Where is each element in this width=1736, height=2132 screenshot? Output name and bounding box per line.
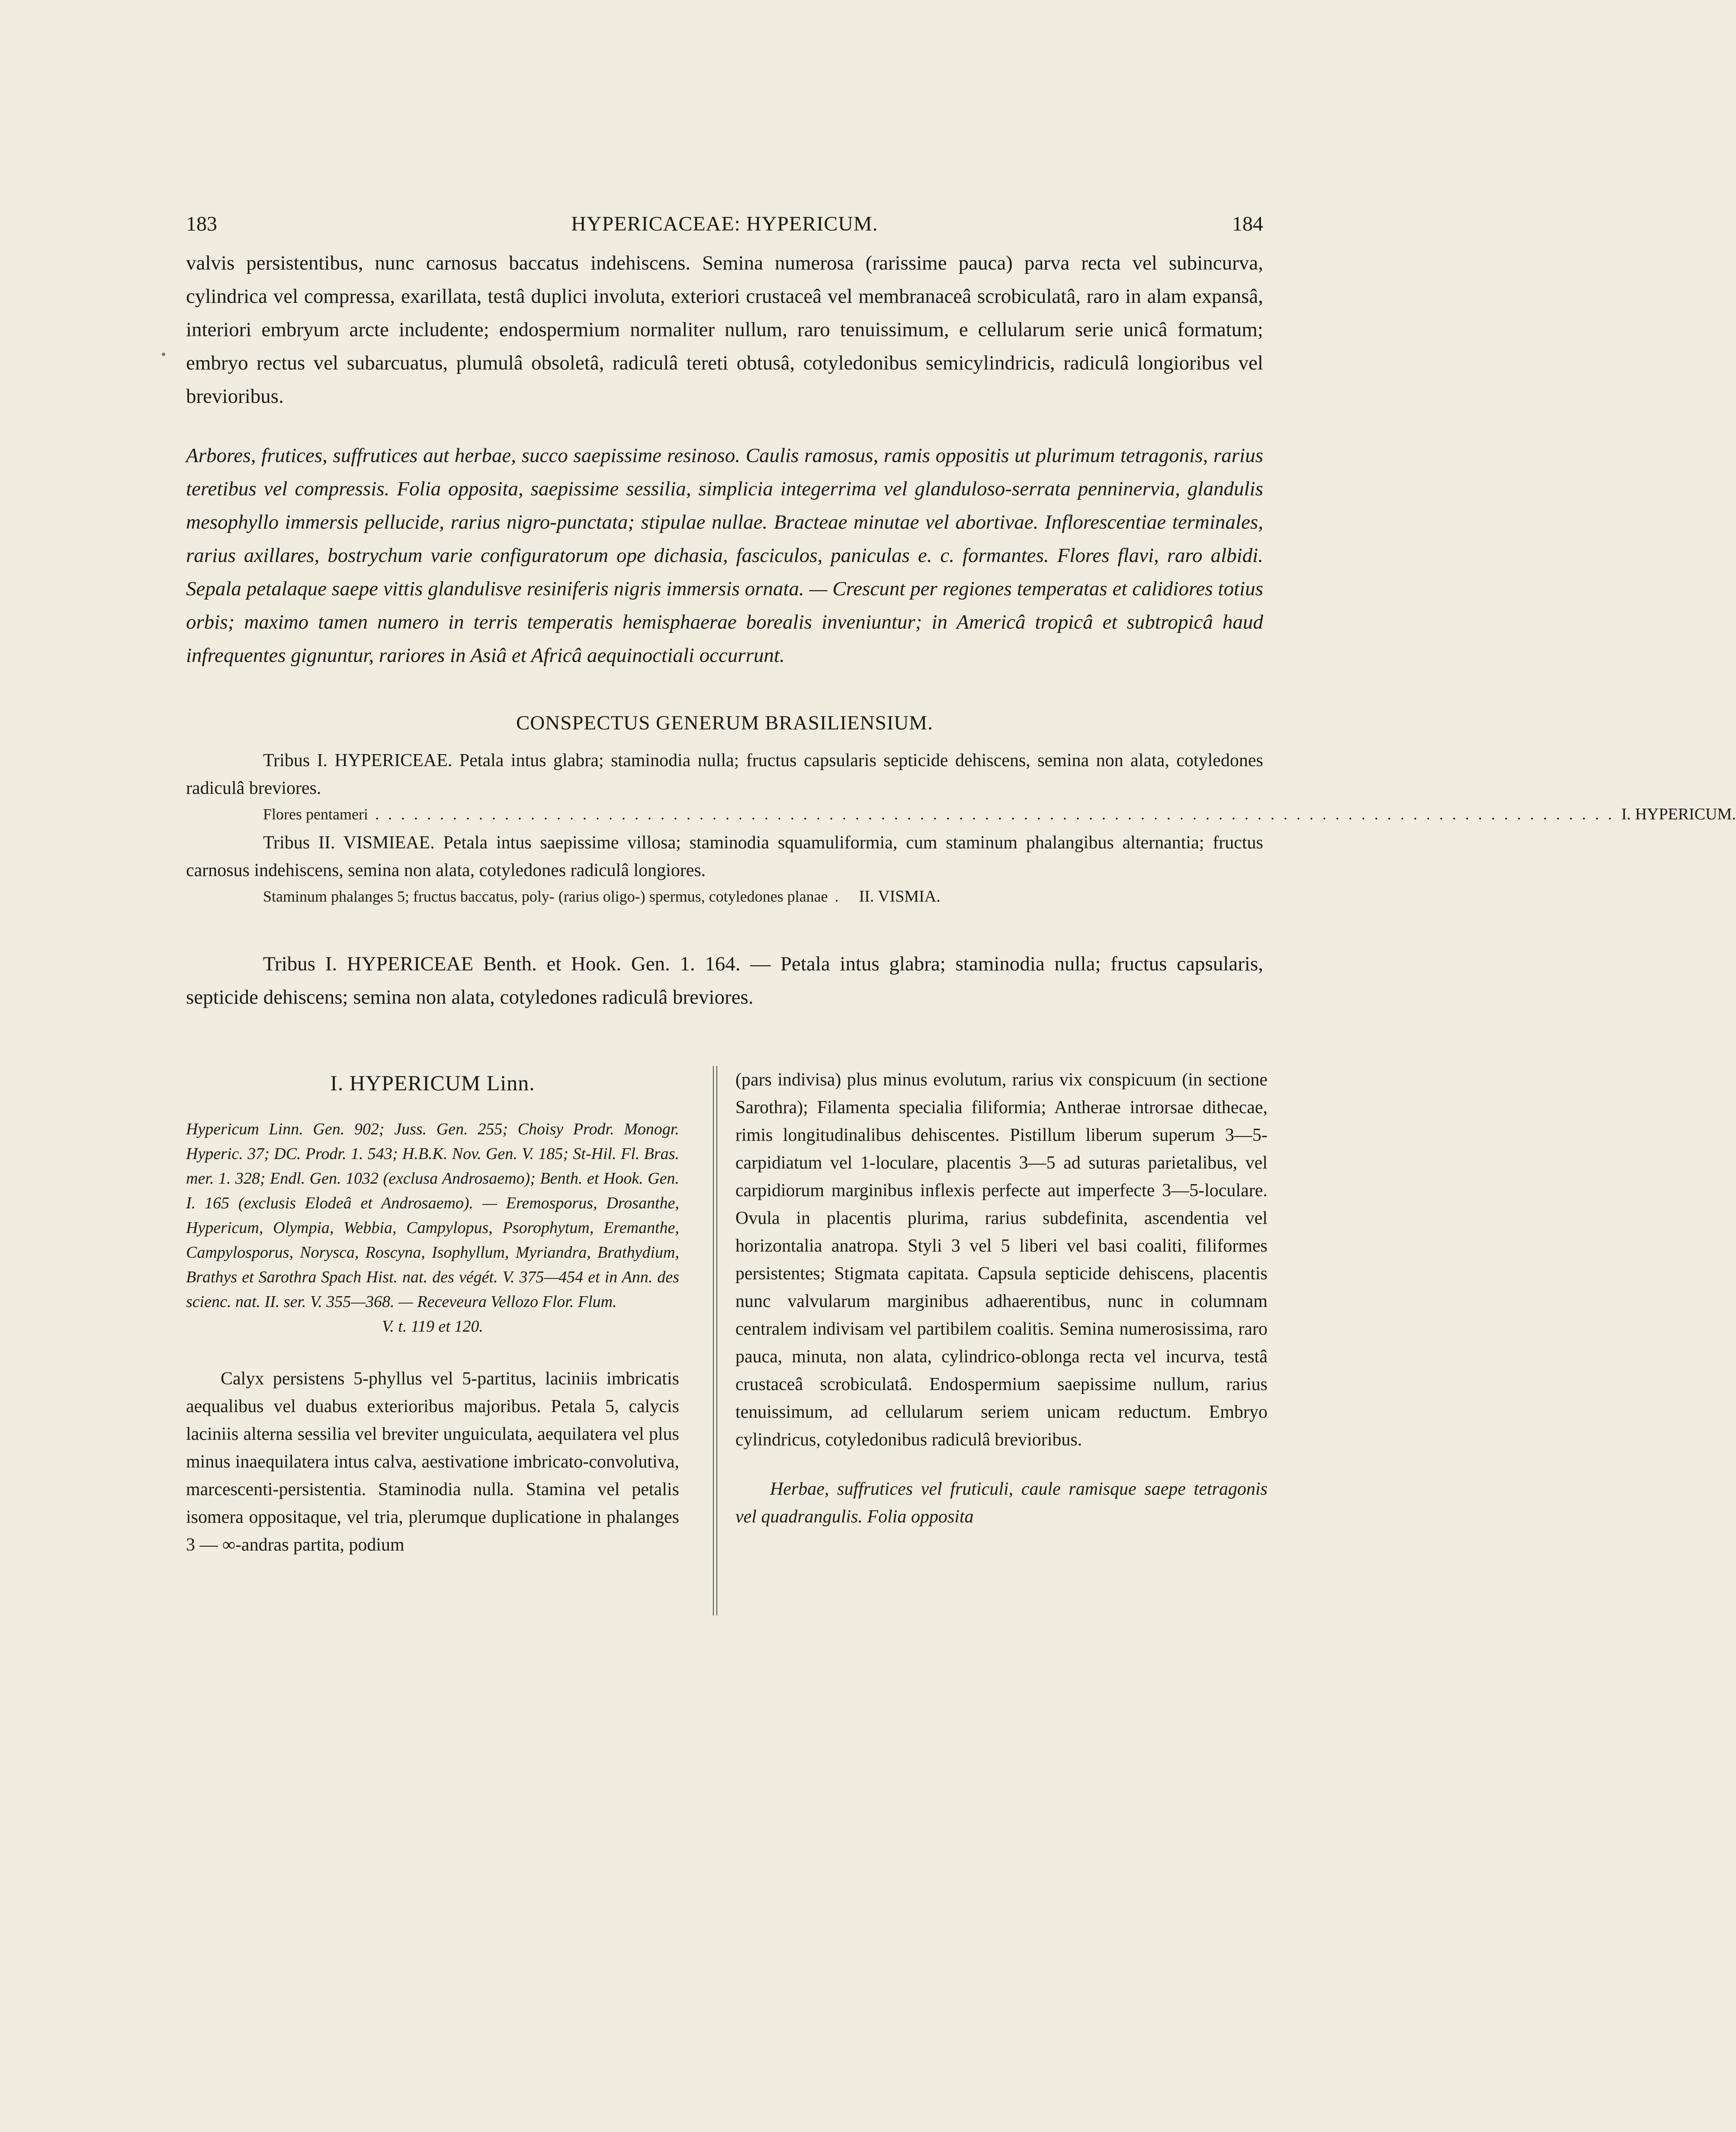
right-column: [735, 1066, 1268, 1531]
genus-synonymy: Hypericum Linn. Gen. 902; Juss. Gen. 255; Choisy Prodr. Monogr. Hyperic. 37; DC. Prodr. 1. 543; H.B.K. Nov. Gen. V. 185; St-Hil. Fl. Bras. mer. 1. 328; Endl. Gen. 1032 (exclusa Androsaemo); Benth. et Hook. Gen. I. 165 (exclusis Elodeâ et Androsaemo). — Eremosporus, Drosanthe, Hypericum, Olympia, Webbia, Campylopus, Psorophytum, Eremanthe, Campylosporus, Norysca, Roscyna, Isophyllum, Myriandra, Brathydium, Brathys et Sarothra Spach Hist. nat. des végét. V. 375—454 et in Ann. des scienc. nat. II. ser. V. 355—368. — Receveura Vellozo Flor. Flum.: [186, 1120, 679, 1311]
intro-paragraph: valvis persistentibus, nunc carnosus baccatus indehiscens. Semina numerosa (rarissime pauca) parva recta vel subincurva, cylindrica vel compressa, exarillata, testâ duplici involuta, exteriori crustaceâ vel membranaceâ scrobiculatâ, raro in alam expansâ, interiori embryum arcte includente; endospermium normaliter nullum, raro tenuissimum, e cellularum serie unicâ formatum; embryo rectus vel subarcuatus, plumulâ obsoletâ, radiculâ tereti obtusâ, cotyledonibus semicylindricis, radiculâ longioribus vel brevioribus.: [186, 252, 1263, 408]
tribe-1-genus: I. HYPERICUM.: [1621, 805, 1736, 823]
genus-description-right: (pars indivisa) plus minus evolutum, rarius vix conspicuum (in sectione Sarothra); Filamenta specialia filiformia; Antherae introrsae dithecae, rimis longitudinalibus dehiscentes. Pistillum liberum superum 3—5-carpidiatum vel 1-loculare, placentis 3—5 ad suturas parietalibus, vel carpidiorum marginibus inflexis perfecte aut imperfecte 3—5-loculare. Ovula in placentis plurima, rarius subdefinita, ascendentia vel horizontalia anatropa. Styli 3 vel 5 liberi vel basi coaliti, filiformes persistentes; Stigmata capitata. Capsula septicide dehiscens, placentis nunc valvularum marginibus adhaerentibus, nunc in columnam centralem indivisam vel partibilem coalitis. Semina numerosissima, raro pauca, minuta, non alata, cylindrico-oblonga recta vel incurva, testâ crustaceâ scrobiculatâ. Endospermium saepissime nullum, rarius tenuissimum, ad cellularum seriem unicam reductum. Embryo cylindricus, cotyledonibus radiculâ brevioribus.: [735, 1070, 1268, 1450]
conspectus-heading: CONSPECTUS GENERUM BRASILIENSIUM.: [516, 712, 933, 734]
tribe-2-genus: II. VISMIA.: [859, 887, 940, 905]
genus-habit-start: [735, 1475, 1268, 1531]
running-title: HYPERICACEAE: HYPERICUM.: [571, 212, 878, 235]
dot-leader: .: [834, 888, 841, 905]
margin-mark: [162, 353, 165, 356]
tribe-2-key: [186, 884, 1263, 909]
genus-title: I. HYPERICUM Linn.: [330, 1071, 535, 1095]
dot-leader: . . . . . . . . . . . . . . . . . . . . . . . . . . . . . . . . . . . . . . . . . . . . . . . . . . . . . . . . . . . . . . . . . . . . . . . . . . . . . . . . . . . . . . . . . . . . . . . .: [375, 806, 1614, 823]
running-head: [186, 212, 1263, 247]
tribe-1-key-text: Flores pentameri: [263, 806, 368, 823]
genus-description-left-text: Calyx persistens 5-phyllus vel 5-partitus, laciniis imbricatis aequalibus vel duabus exterioribus majoribus. Petala 5, calycis laciniis alterna sessilia vel breviter unguiculata, aequilatera vel plus minus inaequilatera intus calva, aestivatione imbricato-convolutiva, marcescenti-persistentia. Staminodia nulla. Stamina vel petalis isomera oppositaque, vel tria, plerumque duplicatione in phalanges 3 — ∞-andras partita, podium: [186, 1369, 679, 1555]
document-page: [186, 212, 1736, 1693]
right-page-number: 184: [1232, 212, 1263, 235]
tribe-1-summary: [186, 747, 1263, 802]
two-column-section: [186, 1066, 1268, 1693]
family-description: Arbores, frutices, suffrutices aut herbae, succo saepissime resinoso. Caulis ramosus, ramis oppositis ut plurimum tetragonis, rarius teretibus vel compressis. Folia opposita, saepissime sessilia, simplicia integerrima vel glanduloso-serrata penninervia, glandulis mesophyllo immersis pellucide, rarius nigro-punctata; stipulae nullae. Bracteae minutae vel abortivae. Inflorescentiae terminales, rarius axillares, bostrychum varie configuratorum ope dichasia, fasciculos, paniculas e. c. formantes. Flores flavi, raro albidi. Sepala petalaque saepe vittis glandulisve resiniferis nigris immersis ornata. — Crescunt per regiones temperatas et calidiores totius orbis; maximo tamen numero in terris temperatis hemisphaerae borealis inveniuntur; in Americâ tropicâ et subtropicâ haud infrequentes gignuntur, rariores in Asiâ et Africâ aequinoctiali occurrunt.: [186, 444, 1263, 667]
left-column: [186, 1066, 679, 1559]
left-page-number: 183: [186, 212, 217, 235]
genus-description-left: [186, 1365, 679, 1559]
tribe-2-summary: [186, 829, 1263, 884]
tribe-1-key: [186, 802, 1736, 826]
column-divider: [713, 1066, 717, 1615]
genus-synonymy-end: V. t. 119 et 120.: [382, 1317, 483, 1336]
tribe-2-key-text: Staminum phalanges 5; fructus baccatus, poly- (rarius oligo-) spermus, cotyledones planae: [263, 888, 828, 905]
tribus-main-paragraph: [186, 947, 1263, 1014]
tribe-2-text: Tribus II. VISMIEAE. Petala intus saepissime villosa; staminodia squamuliformia, cum staminum phalangibus alternantia; fructus carnosus indehiscens, semina non alata, cotyledones radiculâ longiores.: [186, 833, 1263, 880]
tribe-1-text: Tribus I. HYPERICEAE. Petala intus glabra; staminodia nulla; fructus capsularis septicide dehiscens, semina non alata, cotyledones radiculâ breviores.: [186, 751, 1263, 798]
genus-habit-text: Herbae, suffrutices vel fruticuli, caule ramisque saepe tetragonis vel quadrangulis. Folia opposita: [735, 1479, 1268, 1527]
tribus-main-text: Tribus I. HYPERICEAE Benth. et Hook. Gen. 1. 164. — Petala intus glabra; staminodia nulla; fructus capsularis, septicide dehiscens; semina non alata, cotyledones radiculâ breviores.: [186, 953, 1263, 1008]
